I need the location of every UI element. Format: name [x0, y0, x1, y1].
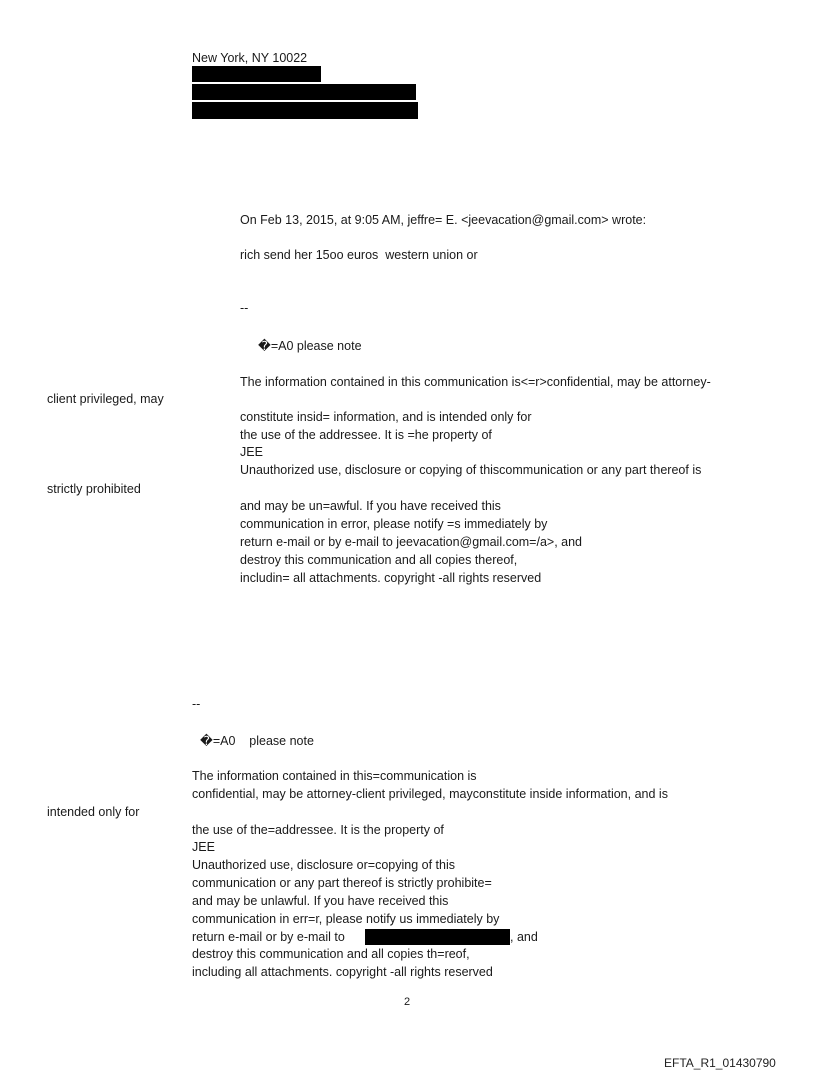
disclaimer-line: communication in error, please notify =s immediately by	[240, 517, 548, 531]
disclaimer-line: communication or any part thereof is strictly prohibite=	[192, 876, 492, 890]
margin-text: strictly prohibited	[47, 482, 141, 496]
redaction-block	[192, 102, 418, 119]
please-note: �=A0 please note	[258, 339, 362, 353]
disclaimer-line: JEE	[192, 840, 215, 854]
disclaimer-line: destroy this communication and all copies thereof,	[240, 553, 518, 567]
redaction-block	[192, 84, 416, 100]
margin-text: client privileged, may	[47, 392, 164, 406]
quoted-intro: On Feb 13, 2015, at 9:05 AM, jeffre= E. <jeevacation@gmail.com> wrote:	[240, 213, 647, 227]
disclaimer-line-tail: , and	[510, 930, 538, 944]
disclaimer-line: confidential, may be attorney-client privileged, mayconstitute inside information, and is	[192, 787, 668, 801]
disclaimer-line: includin= all attachments. copyright -all rights reserved	[240, 571, 542, 585]
disclaimer-line: constitute insid= information, and is intended only for	[240, 410, 532, 424]
disclaimer-line: and may be unlawful. If you have received this	[192, 894, 449, 908]
address-line: New York, NY 10022	[192, 51, 308, 65]
signature-separator: --	[240, 301, 249, 315]
page-number: 2	[404, 996, 411, 1008]
please-note: �=A0 please note	[200, 734, 314, 748]
disclaimer-line: return e-mail or by e-mail to	[192, 930, 345, 944]
disclaimer-line: Unauthorized use, disclosure or copying of thiscommunication or any part thereof is	[240, 463, 702, 477]
signature-separator: --	[192, 697, 201, 711]
disclaimer-line: return e-mail or by e-mail to jeevacation@gmail.com=/a>, and	[240, 535, 583, 549]
disclaimer-line: the use of the=addressee. It is the property of	[192, 823, 444, 837]
disclaimer-line: JEE	[240, 445, 263, 459]
disclaimer-line: destroy this communication and all copies th=reof,	[192, 947, 470, 961]
disclaimer-line: and may be un=awful. If you have received this	[240, 499, 501, 513]
disclaimer-line: Unauthorized use, disclosure or=copying of this	[192, 858, 455, 872]
quoted-message: rich send her 15oo euros western union or	[240, 248, 478, 262]
disclaimer-line: communication in err=r, please notify us immediately by	[192, 912, 500, 926]
disclaimer-line: The information contained in this=communication is	[192, 769, 477, 783]
disclaimer-line: including all attachments. copyright -all rights reserved	[192, 965, 493, 979]
margin-text: intended only for	[47, 805, 140, 819]
redaction-block	[365, 929, 510, 945]
disclaimer-line: The information contained in this communication is<=r>confidential, may be attorney-	[240, 375, 711, 389]
redaction-block	[192, 66, 321, 82]
disclaimer-line: the use of the addressee. It is =he property of	[240, 428, 492, 442]
document-id: EFTA_R1_01430790	[664, 1056, 776, 1070]
